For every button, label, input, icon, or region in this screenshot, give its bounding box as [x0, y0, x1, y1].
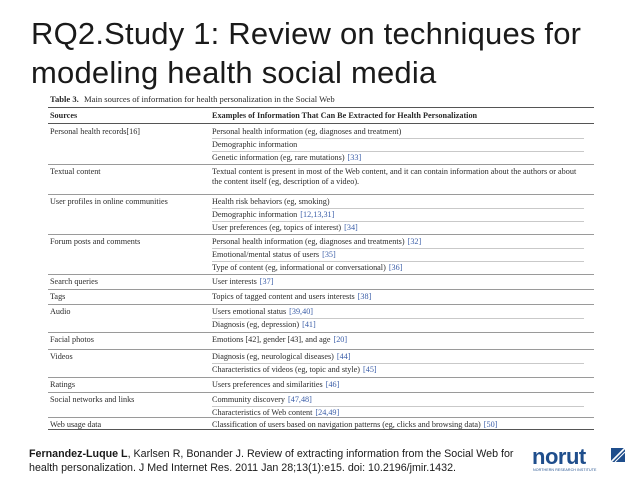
table-source-cell: Tags: [50, 292, 66, 301]
table-example-text: Genetic information (eg, rare mutations): [212, 153, 345, 162]
table-reference: [50]: [483, 420, 498, 429]
table-row-rule: [48, 234, 594, 235]
table-source-cell: Personal health records[16]: [50, 127, 141, 136]
table-example-separator: [212, 248, 584, 249]
table-reference: [38]: [357, 292, 372, 301]
table-row-rule: [48, 304, 594, 305]
table-row-rule: [48, 194, 594, 195]
table-reference: [39,40]: [289, 307, 314, 316]
table-example-cell: [212, 307, 584, 317]
table-source-cell: Ratings: [50, 380, 76, 389]
table-example-text: Emotional/mental status of users: [212, 250, 320, 259]
table-example-cell: [212, 250, 584, 260]
table-example-text: Diagnosis (eg, neurological diseases): [212, 352, 334, 361]
table-row-rule: [48, 349, 594, 350]
table-example-separator: [212, 151, 584, 152]
table-example-cell: [212, 380, 584, 390]
table-row-rule: [48, 164, 594, 165]
table-reference: [46]: [325, 380, 340, 389]
table-example-text: Characteristics of videos (eg, topic and style): [212, 365, 361, 374]
table-example-text: User preferences (eg, topics of interest): [212, 223, 342, 232]
table-example-text: Demographic information: [212, 210, 298, 219]
table-source-cell: Audio: [50, 307, 71, 316]
table-caption-label: Table 3.: [50, 94, 79, 104]
table-example-cell: [212, 167, 584, 187]
table-example-text: Topics of tagged content and users interests: [212, 292, 355, 301]
citation-text: , Karlsen R, Bonander J. Review of extracting information from the Social Web for health personalization. J Med Internet Res. 2011 Jan 28;13(1):e15. doi: 10.2196/jmir.1432.: [29, 448, 514, 474]
table-example-cell: [212, 197, 584, 207]
table-reference: [35]: [322, 250, 336, 259]
table-source-cell: Videos: [50, 352, 73, 361]
table-row-rule: [48, 332, 594, 333]
table-reference: [32]: [407, 237, 422, 246]
table-example-cell: [212, 140, 584, 150]
table-example-cell: [212, 153, 584, 163]
table-example-text: Textual content is present in most of the Web content, and it can contain information about the authors or about the content itself (eg, description of a video).: [212, 167, 577, 186]
table-example-separator: [212, 208, 584, 209]
table-example-text: Users preferences and similarities: [212, 380, 323, 389]
slide-title-line-1: RQ2.Study 1: Review on techniques for: [31, 16, 582, 51]
table-example-text: Personal health information (eg, diagnoses and treatments): [212, 237, 405, 246]
table-reference: [20]: [333, 335, 348, 344]
table-example-text: Users emotional status: [212, 307, 287, 316]
table-source-cell: Forum posts and comments: [50, 237, 141, 246]
table-example-separator: [212, 138, 584, 139]
table-source-cell: Textual content: [50, 167, 101, 176]
logo-mark-icon: [610, 447, 626, 463]
table-example-text: Characteristics of Web content: [212, 408, 313, 417]
logo-wordmark: norut: [532, 444, 586, 469]
citation: [29, 447, 529, 475]
table-caption-text: Main sources of information for health personalization in the Social Web: [83, 94, 335, 104]
table-example-cell: [212, 223, 584, 233]
table-example-cell: [212, 210, 584, 220]
table-example-separator: [212, 261, 584, 262]
table-caption: [50, 94, 335, 104]
table-example-text: Classification of users based on navigation patterns (eg, clicks and browsing data): [212, 420, 481, 429]
table-row-rule: [48, 289, 594, 290]
table-example-cell: [212, 320, 584, 330]
table-reference: [37]: [259, 277, 274, 286]
table-example-cell: [212, 292, 584, 302]
table-example-text: Community discovery: [212, 395, 285, 404]
slide-title-line-2: modeling health social media: [31, 55, 437, 90]
table-source-cell: Facial photos: [50, 335, 94, 344]
table-reference: [36]: [388, 263, 403, 272]
table-source-cell: Search queries: [50, 277, 98, 286]
table-row-rule: [48, 274, 594, 275]
table-bottom-rule: [48, 429, 594, 430]
slide-title: [31, 14, 621, 92]
table-reference: [47,48]: [288, 395, 312, 404]
table-row-rule: [48, 377, 594, 378]
table-source-cell: User profiles in online communities: [50, 197, 168, 206]
table-example-cell: [212, 395, 584, 405]
table-example-cell: [212, 237, 584, 247]
table-example-cell: [212, 263, 584, 273]
table-example-text: Health risk behaviors (eg, smoking): [212, 197, 330, 206]
logo-tagline: NORTHERN RESEARCH INSTITUTE: [533, 468, 597, 472]
table-image: [34, 90, 596, 430]
table-example-text: Emotions [42], gender [43], and age: [212, 335, 331, 344]
table-example-text: Demographic information: [212, 140, 298, 149]
table-row-rule: [48, 417, 594, 418]
table-example-cell: [212, 127, 584, 137]
table-reference: [12,13,31]: [300, 210, 335, 219]
column-header-sources: Sources: [50, 111, 78, 120]
table-example-text: Type of content (eg, informational or conversational): [212, 263, 386, 272]
table-example-text: Personal health information (eg, diagnoses and treatment): [212, 127, 402, 136]
citation-authors: Fernandez-Luque L: [29, 448, 128, 460]
table-example-cell: [212, 352, 584, 362]
table-example-text: User interests: [212, 277, 257, 286]
table-reference: [44]: [336, 352, 351, 361]
column-header-examples: Examples of Information That Can Be Extracted for Health Personalization: [212, 111, 478, 120]
table-example-separator: [212, 318, 584, 319]
table-reference: [33]: [347, 153, 362, 162]
norut-logo: [532, 444, 628, 478]
table-header-rule: [48, 123, 594, 124]
table-reference: [41]: [302, 320, 316, 329]
table-source-cell: Web usage data: [50, 420, 102, 429]
table-reference: [34]: [344, 223, 358, 232]
table-row-rule: [48, 392, 594, 393]
table-example-cell: [212, 277, 584, 287]
table-example-separator: [212, 363, 584, 364]
table-example-separator: [212, 221, 584, 222]
table-example-separator: [212, 406, 584, 407]
table-reference: [24,49]: [315, 408, 340, 417]
table-top-rule: [48, 107, 594, 108]
table-example-cell: [212, 335, 584, 345]
table-reference: [45]: [363, 365, 377, 374]
table-example-text: Diagnosis (eg, depression): [212, 320, 300, 329]
table-source-cell: Social networks and links: [50, 395, 135, 404]
table-example-cell: [212, 365, 584, 375]
